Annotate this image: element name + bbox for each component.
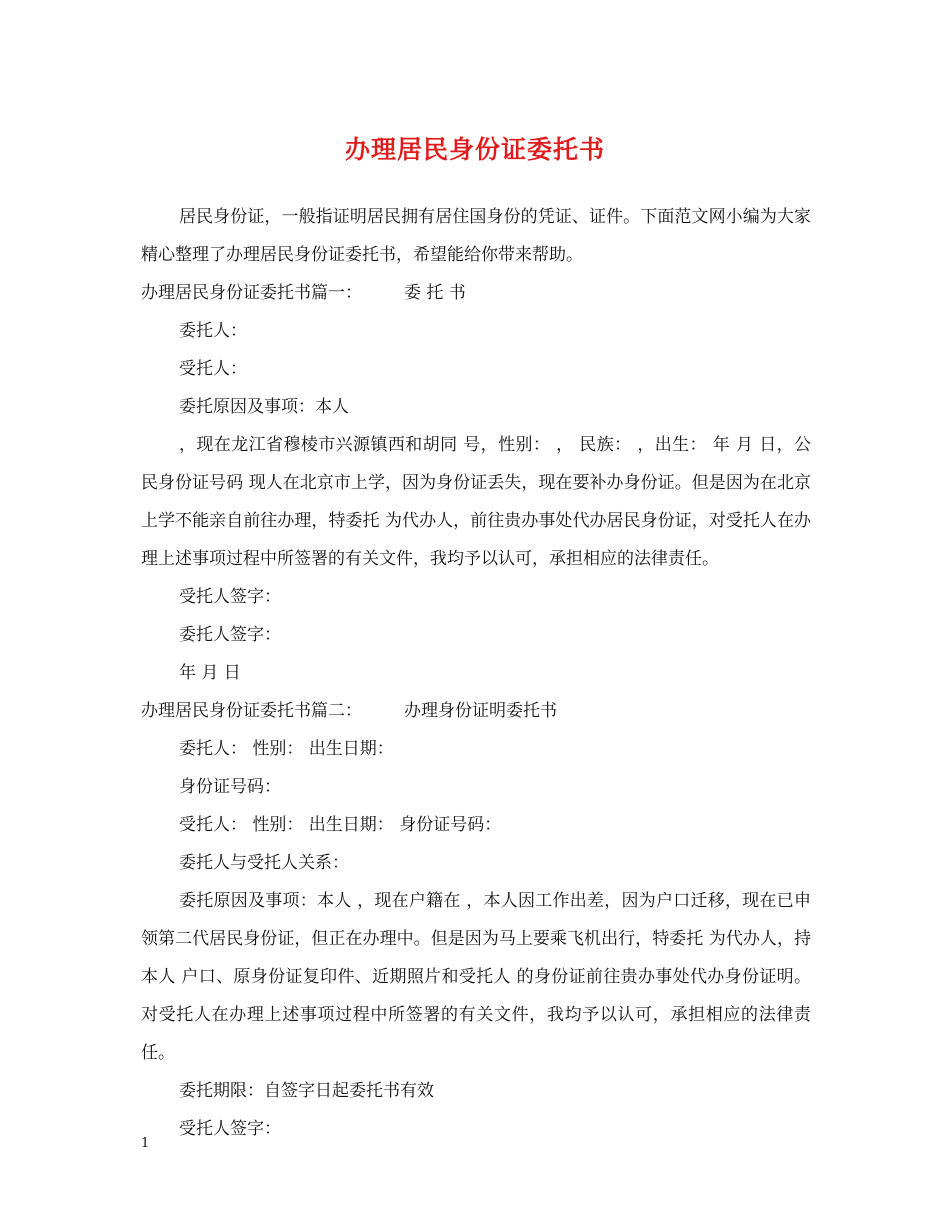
- principal-signature-line: 委托人签字：: [179, 625, 281, 645]
- page-number: 1: [141, 1136, 150, 1151]
- agent-signature-line: 受托人签字：: [179, 587, 281, 607]
- section-two-label: 办理居民身份证委托书篇二：: [141, 701, 362, 721]
- reason-line: 委托原因及事项：本人: [179, 397, 349, 417]
- section-two-title: 办理身份证明委托书: [404, 701, 557, 721]
- document-title: 办理居民身份证委托书: [344, 135, 605, 164]
- agent-signature-line-two: 受托人签字：: [179, 1119, 281, 1139]
- validity-line: 委托期限：自签字日起委托书有效: [179, 1081, 434, 1101]
- agent-info-line: 受托人： 性别： 出生日期： 身份证号码：: [179, 815, 502, 835]
- reason-detail-paragraph: ，现在龙江省穆棱市兴源镇西和胡同 号，性别： ， 民族： ，出生： 年 月 日，公民身份证号码 现人在北京市上学，因为身份证丢失，现在要补办身份证。但是因为在北京上学不能亲自前往办理，特委托 为代办人，前往贵办事处代办居民身份证，对受托人在办理上述事项过程中所签署的有关文件，我均予以认可，承担相应的法律责任。: [141, 435, 811, 569]
- relationship-line: 委托人与受托人关系：: [179, 853, 349, 873]
- document-body: [141, 198, 811, 1148]
- agent-line: 受托人：: [179, 359, 247, 379]
- date-line: 年 月 日: [179, 663, 241, 683]
- intro-paragraph: 居民身份证，一般指证明居民拥有居住国身份的凭证、证件。下面范文网小编为大家精心整理了办理居民身份证委托书，希望能给你带来帮助。: [141, 207, 811, 265]
- section-one-label: 办理居民身份证委托书篇一：: [141, 283, 362, 303]
- reason-detail-paragraph-two: 委托原因及事项：本人 ，现在户籍在 ，本人因工作出差，因为户口迁移，现在已申领第二代居民身份证，但正在办理中。但是因为马上要乘飞机出行，特委托 为代办人，持本人 户口、原身份证复印件、近期照片和受托人 的身份证前往贵办事处代办身份证明。对受托人在办理上述事项过程中所签署的有关文件，我均予以认可，承担相应的法律责任。: [141, 891, 811, 1063]
- principal-line: 委托人：: [179, 321, 247, 341]
- section-one-heading: [141, 274, 811, 312]
- id-number-line: 身份证号码：: [179, 777, 281, 797]
- section-one-title: 委 托 书: [404, 283, 466, 303]
- section-two-heading: [141, 692, 811, 730]
- principal-info-line: 委托人： 性别： 出生日期：: [179, 739, 394, 759]
